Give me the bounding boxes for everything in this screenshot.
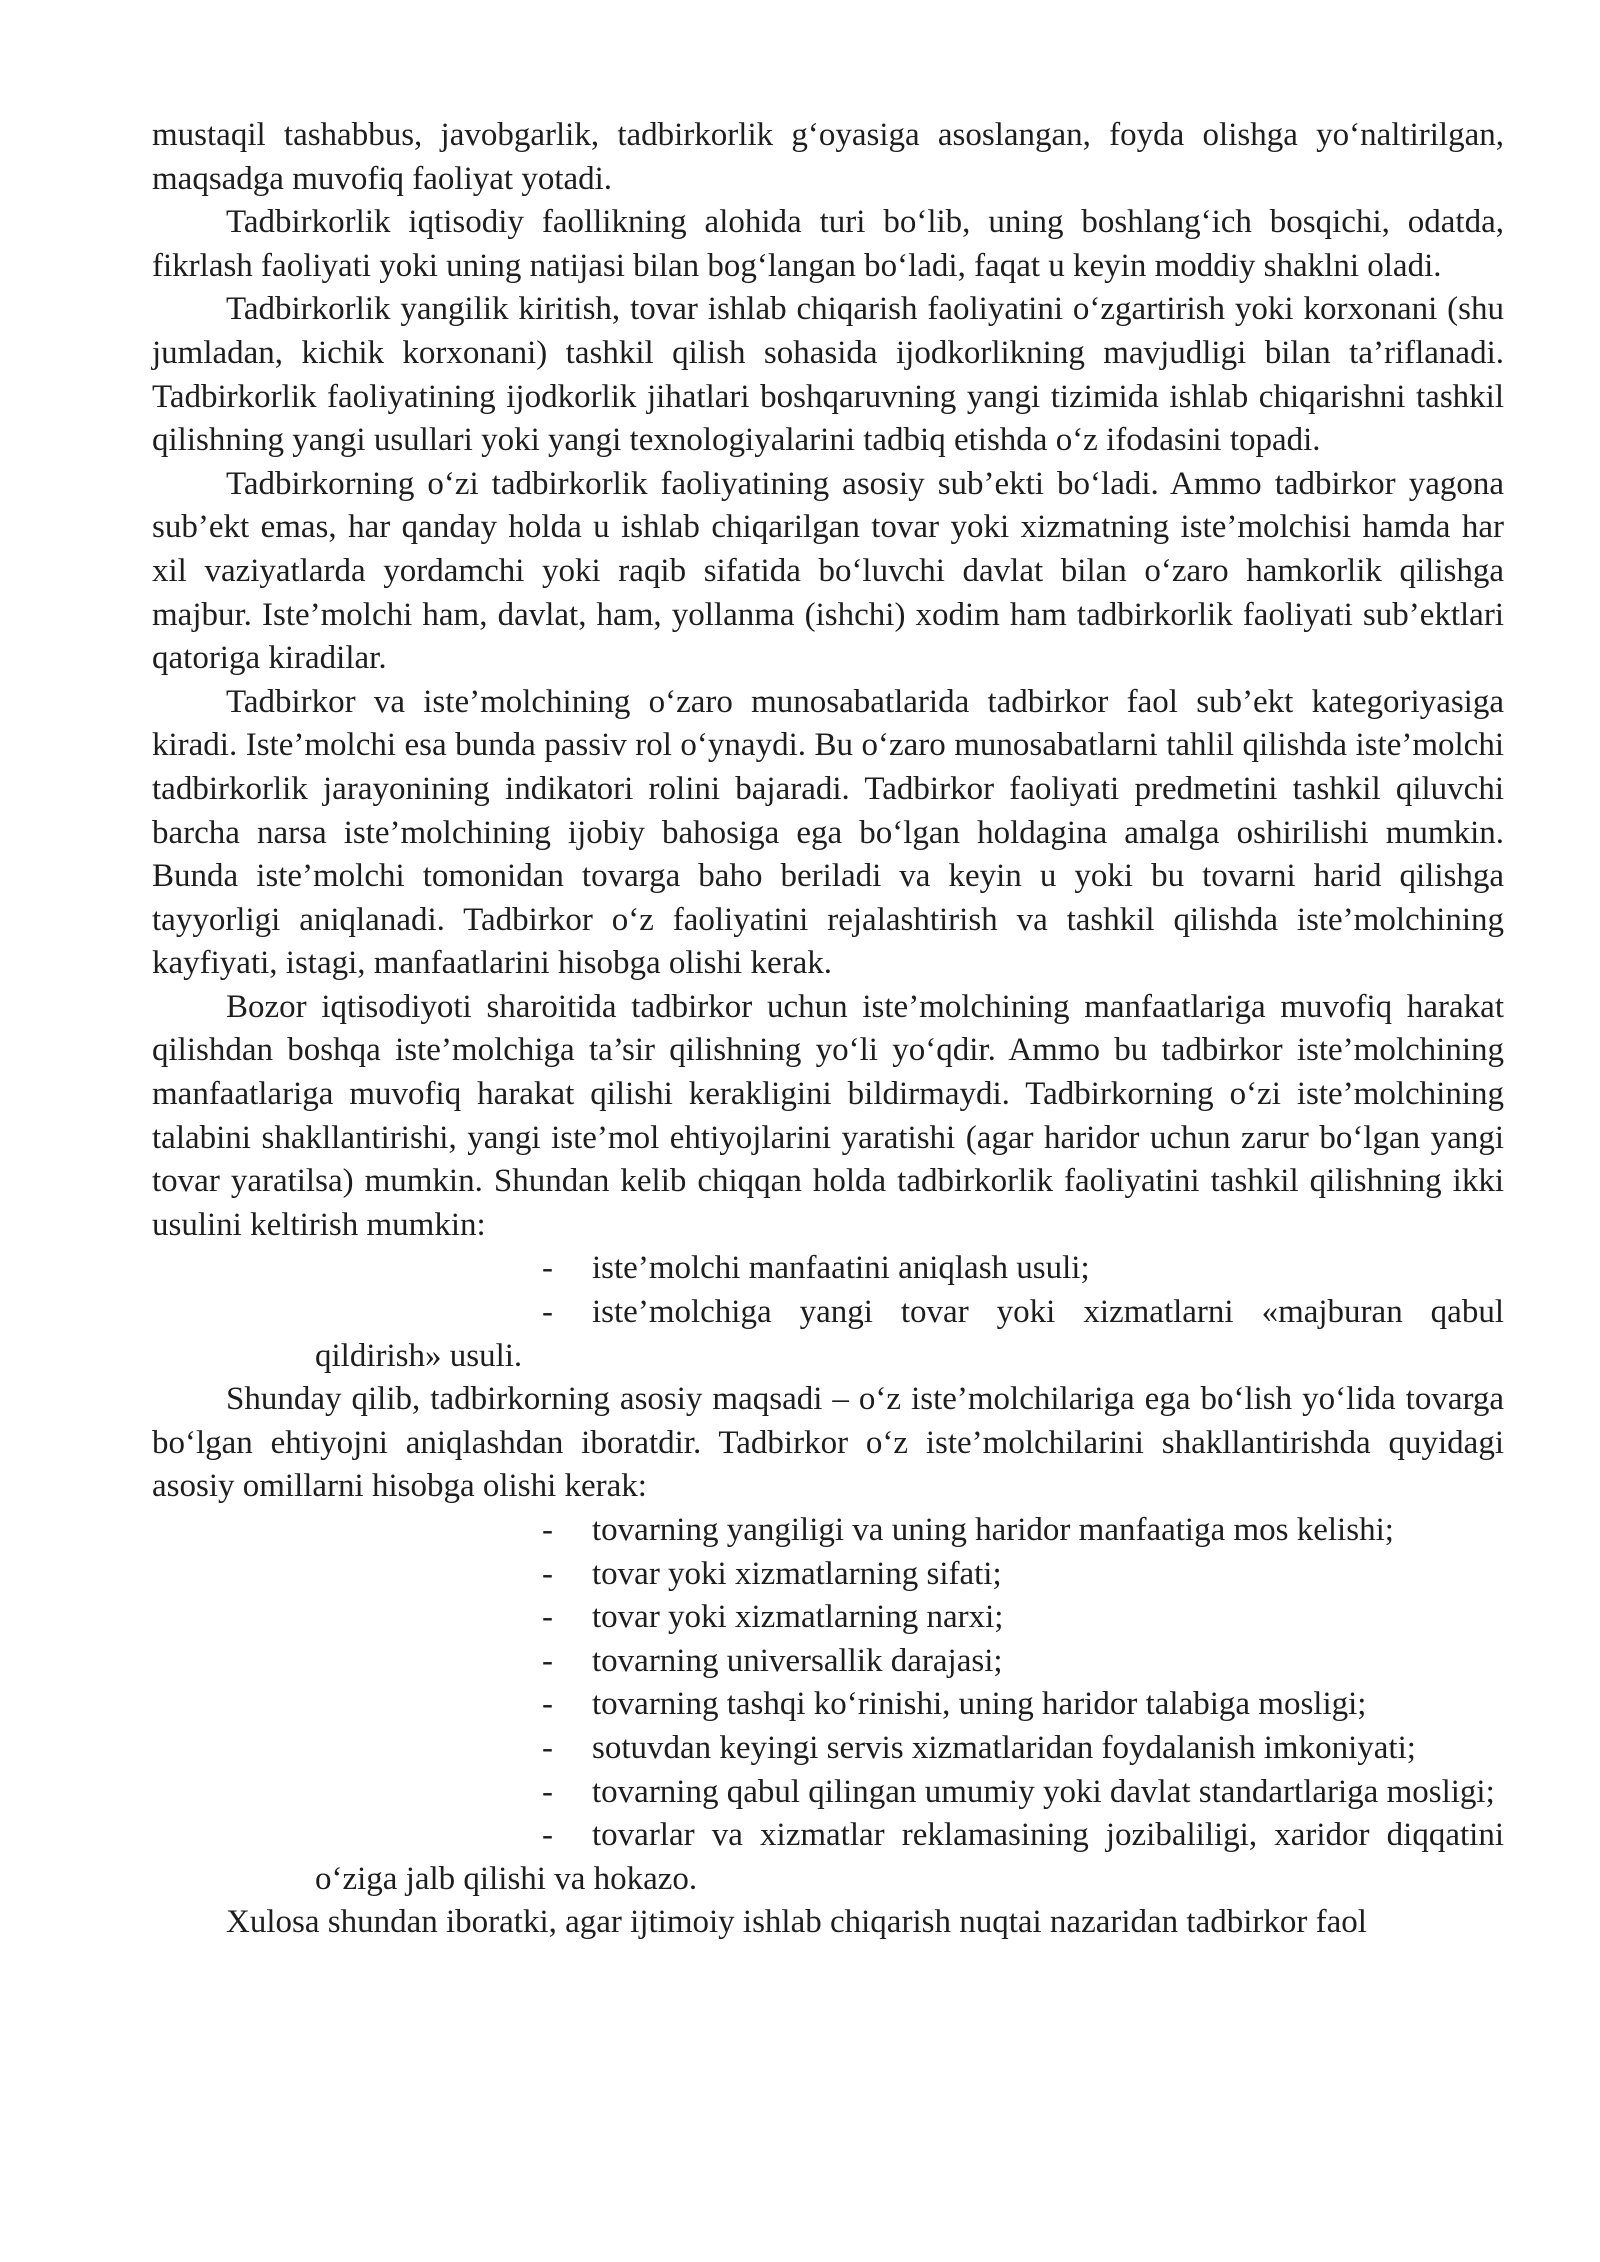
list-item-text: tovarning universallik darajasi; xyxy=(592,1642,1003,1679)
dash-bullet: - xyxy=(542,1773,553,1810)
paragraph: Xulosa shundan iboratki, agar ijtimoiy ishlab chiqarish nuqtai nazaridan tadbirkor faol xyxy=(226,1904,1367,1941)
list-item-text: tovar yoki xizmatlarning sifati; xyxy=(592,1555,1002,1592)
paragraph: Bozor iqtisodiyoti sharoitida tadbirkor uchun iste’molchining manfaatlariga muvofiq harakat qilishdan boshqa iste’molchiga ta’sir qilishning yo‘li yo‘qdir. Ammo bu tadbirkor iste’molchining manfaatlariga muvofiq harakat qilishi kerakligini bildirmaydi. Tadbirkorning o‘zi iste’molchining talabini shakllantirishi, yangi iste’mol ehtiyojlarini yaratishi (agar haridor uchun zarur bo‘lgan yangi tovar yaratilsa) mumkin. Shundan kelib chiqqan holda tadbirkorlik faoliyatini tashkil qilishning ikki usulini keltirish mumkin: xyxy=(152,988,1504,1243)
paragraph: Tadbirkorlik yangilik kiritish, tovar ishlab chiqarish faoliyatini o‘zgartirish yoki korxonani (shu jumladan, kichik korxonani) tashkil qilish sohasida ijodkorlikning mavjudligi bilan ta’riflanadi. Tadbirkorlik faoliyatining ijodkorlik jihatlari boshqaruvning yangi tizimida ishlab chiqarishni tashkil qilishning yangi usullari yoki yangi texnologiyalarini tadbiq etishda o‘z ifodasini topadi. xyxy=(152,291,1504,459)
dash-bullet: - xyxy=(542,1642,553,1679)
dash-bullet: - xyxy=(542,1512,553,1548)
list-item xyxy=(542,1596,1504,1640)
list-item xyxy=(542,1727,1504,1771)
list-item xyxy=(542,1553,1504,1597)
paragraph: Shunday qilib, tadbirkorning asosiy maqsadi – o‘z iste’molchilariga ega bo‘lish yo‘lida tovarga bo‘lgan ehtiyojni aniqlashdan iboratdir. Tadbirkor o‘z iste’molchilarini shakllantirishda quyidagi asosiy omillarni hisobga olishi kerak: xyxy=(152,1381,1504,1505)
list-item xyxy=(542,1247,1504,1291)
paragraph: Tadbirkorlik iqtisodiy faollikning alohida turi bo‘lib, uning boshlang‘ich bosqichi, odatda, fikrlash faoliyati yoki uning natijasi bilan bog‘langan bo‘ladi, faqat u keyin moddiy shaklni oladi. xyxy=(152,204,1504,284)
document-page xyxy=(152,114,1504,1945)
list-item-text: tovarning yangiligi va uning haridor manfaatiga mos kelishi; xyxy=(592,1512,1394,1548)
list-item xyxy=(152,1291,1504,1378)
list-item-text: tovar yoki xizmatlarning narxi; xyxy=(592,1599,1004,1636)
list-item xyxy=(542,1683,1504,1727)
list-item xyxy=(542,1771,1504,1815)
paragraph: Tadbirkorning o‘zi tadbirkorlik faoliyatining asosiy sub’ekti bo‘ladi. Ammo tadbirkor yagona sub’ekt emas, har qanday holda u ishlab chiqarilgan tovar yoki xizmatning iste’molchisi hamda har xil vaziyatlarda yordamchi yoki raqib sifatida bo‘luvchi davlat bilan o‘zaro hamkorlik qilishga majbur. Iste’molchi ham, davlat, ham, yollanma (ishchi) xodim ham tadbirkorlik faoliyati sub’ektlari qatoriga kiradilar. xyxy=(152,465,1504,677)
dash-bullet: - xyxy=(542,1599,553,1636)
list-item-text: sotuvdan keyingi servis xizmatlaridan foydalanish imkoniyati; xyxy=(592,1729,1416,1766)
list-item-text: tovarning qabul qilingan umumiy yoki davlat standartlariga mosligi; xyxy=(592,1773,1495,1810)
dash-bullet: - xyxy=(542,1817,553,1854)
list-item xyxy=(542,1509,1504,1553)
dash-bullet: - xyxy=(542,1686,553,1723)
dash-bullet: - xyxy=(542,1294,553,1331)
dash-bullet: - xyxy=(542,1250,553,1287)
list-item-text: iste’molchi manfaatini aniqlash usuli; xyxy=(592,1250,1090,1287)
list-item xyxy=(152,1814,1504,1901)
list-item-text: tovarning tashqi ko‘rinishi, uning haridor talabiga mosligi; xyxy=(592,1686,1367,1723)
list-item-text: tovarlar va xizmatlar reklamasining jozibaliligi, xaridor diqqatini o‘ziga jalb qilishi va hokazo. xyxy=(315,1817,1504,1897)
dash-bullet: - xyxy=(542,1555,553,1592)
paragraph: mustaqil tashabbus, javobgarlik, tadbirkorlik g‘oyasiga asoslangan, foyda olishga yo‘naltirilgan, maqsadga muvofiq faoliyat yotadi. xyxy=(152,117,1504,197)
dash-bullet: - xyxy=(542,1729,553,1766)
list-item xyxy=(542,1640,1504,1684)
list-item-text: iste’molchiga yangi tovar yoki xizmatlarni «majburan qabul qildirish» usuli. xyxy=(315,1294,1504,1374)
paragraph: Tadbirkor va iste’molchining o‘zaro munosabatlarida tadbirkor faol sub’ekt kategoriyasiga kiradi. Iste’molchi esa bunda passiv rol o‘ynaydi. Bu o‘zaro munosabatlarni tahlil qilishda iste’molchi tadbirkorlik jarayonining indikatori rolini bajaradi. Tadbirkor faoliyati predmetini tashkil qiluvchi barcha narsa iste’molchining ijobiy bahosiga ega bo‘lgan holdagina amalga oshirilishi mumkin. Bunda iste’molchi tomonidan tovarga baho beriladi va keyin u yoki bu tovarni harid qilishga tayyorligi aniqlanadi. Tadbirkor o‘z faoliyatini rejalashtirish va tashkil qilishda iste’molchining kayfiyati, istagi, manfaatlarini hisobga olishi kerak. xyxy=(152,683,1504,982)
